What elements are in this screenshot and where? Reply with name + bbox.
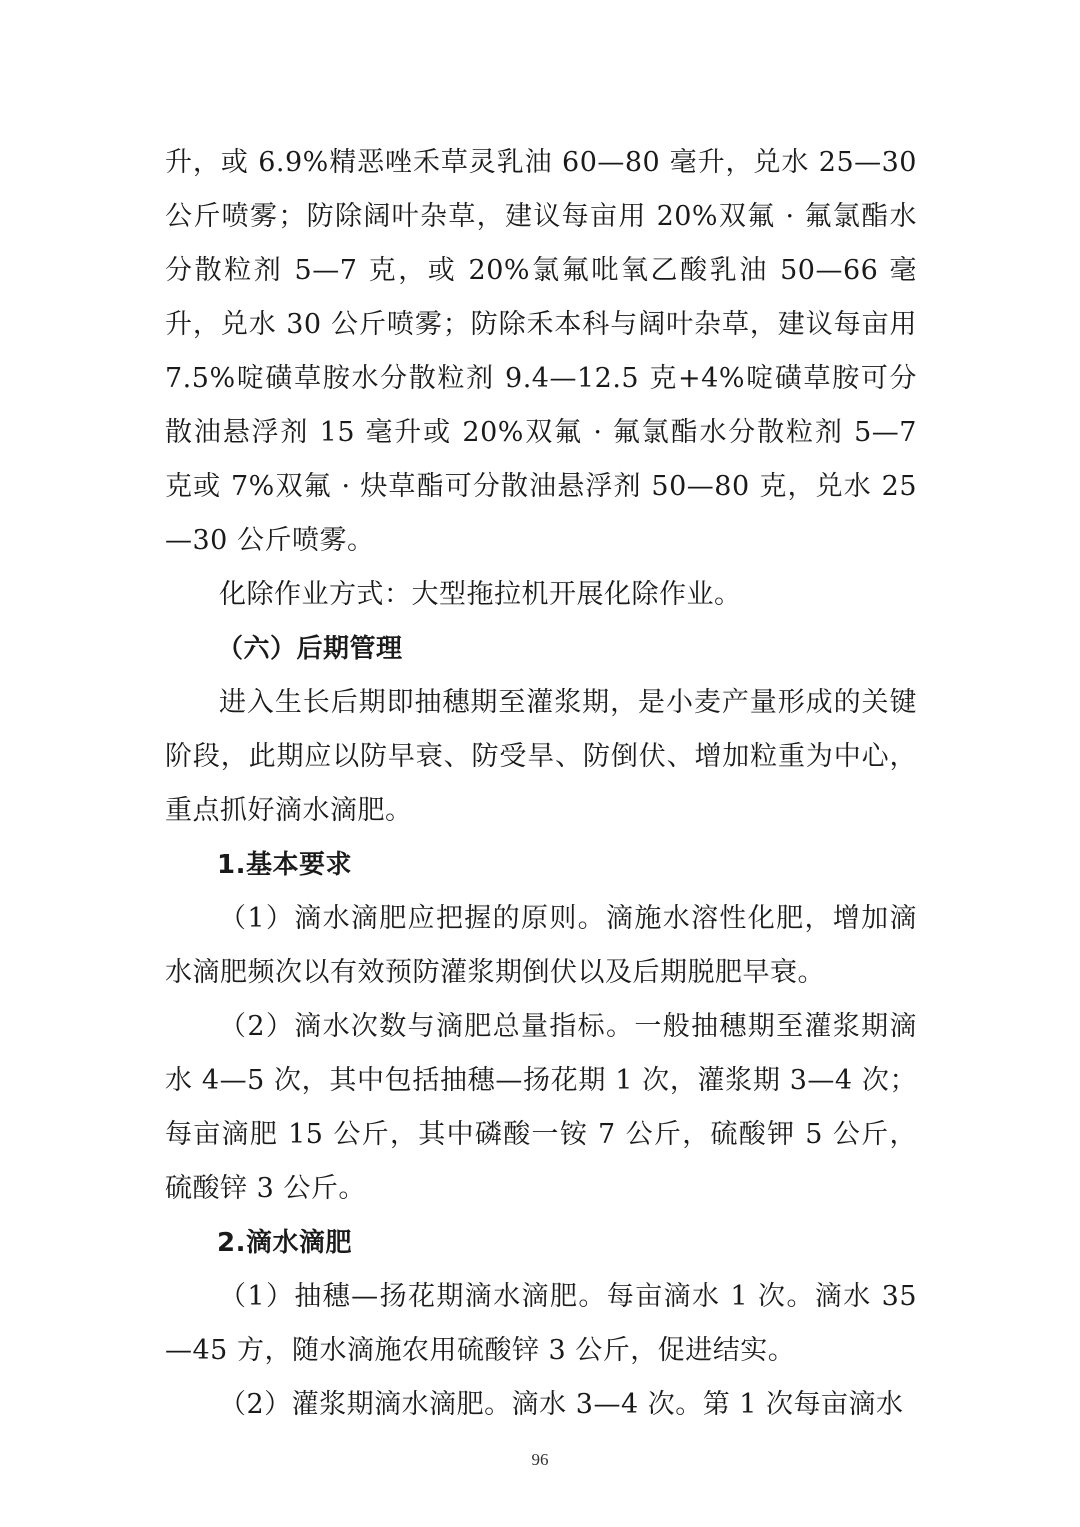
subheading-drip-fertigation: 2.滴水滴肥 xyxy=(217,1228,352,1258)
paragraph-heading-flowering: （1）抽穗—扬花期滴水滴肥。每亩滴水 1 次。滴水 35—45 方，随水滴施农用硫酸锌 3 公斤，促进结实。 xyxy=(165,1281,917,1366)
page-number: 96 xyxy=(531,1450,549,1469)
document-body xyxy=(165,136,917,1432)
paragraph-herbicide-method: 化除作业方式：大型拖拉机开展化除作业。 xyxy=(219,579,742,610)
paragraph-late-growth-stage: 进入生长后期即抽穗期至灌浆期，是小麦产量形成的关键阶段，此期应以防早衰、防受旱、防倒伏、增加粒重为中心，重点抓好滴水滴肥。 xyxy=(165,687,917,826)
paragraph-herbicide-dosage: 升，或 6.9%精恶唑禾草灵乳油 60—80 毫升，兑水 25—30 公斤喷雾；防除阔叶杂草，建议每亩用 20%双氟 · 氟氯酯水分散粒剂 5—7 克，或 20%氯氟吡氧乙酸乳油 50—66 毫升，兑水 30 公斤喷雾；防除禾本科与阔叶杂草，建议每亩用 7.5%啶磺草胺水分散粒剂 9.4—12.5 克+4%啶磺草胺可分散油悬浮剂 15 毫升或 20%双氟 · 氟氯酯水分散粒剂 5—7 克或 7%双氟 · 炔草酯可分散油悬浮剂 50—80 克，兑水 25—30 公斤喷雾。 xyxy=(165,147,917,556)
section-heading-late-management: （六）后期管理 xyxy=(217,634,403,664)
paragraph-principle: （1）滴水滴肥应把握的原则。滴施水溶性化肥，增加滴水滴肥频次以有效预防灌浆期倒伏以及后期脱肥早衰。 xyxy=(165,903,917,988)
subheading-basic-requirements: 1.基本要求 xyxy=(217,850,352,880)
paragraph-irrigation-count: （2）滴水次数与滴肥总量指标。一般抽穗期至灌浆期滴水 4—5 次，其中包括抽穗—扬花期 1 次，灌浆期 3—4 次；每亩滴肥 15 公斤，其中磷酸一铵 7 公斤，硫酸钾 5 公斤，硫酸锌 3 公斤。 xyxy=(165,1011,917,1204)
paragraph-grain-filling: （2）灌浆期滴水滴肥。滴水 3—4 次。第 1 次每亩滴水 xyxy=(219,1389,904,1420)
